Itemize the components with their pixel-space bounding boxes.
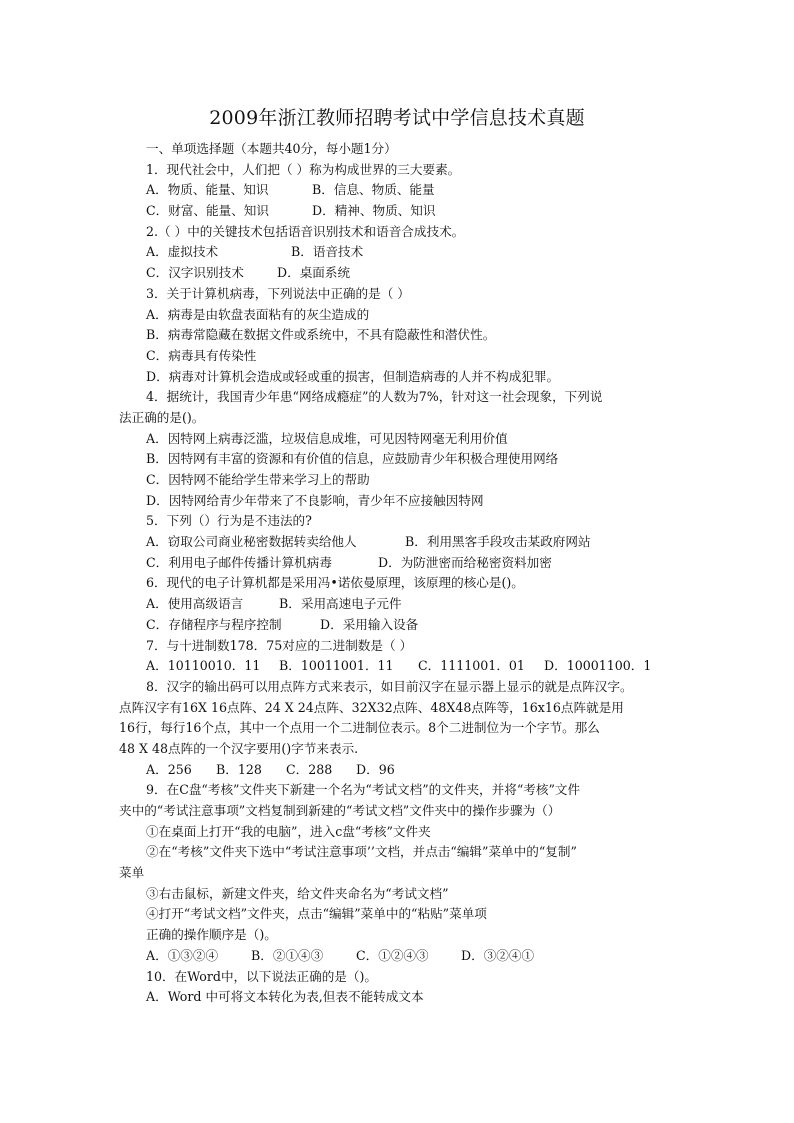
- option-row: [119, 594, 699, 615]
- option-b: B．采用高速电子元件: [279, 596, 402, 612]
- option-c: C．因特网不能给学生带来学习上的帮助: [146, 472, 370, 487]
- option-row: [119, 180, 699, 201]
- question-stem-continued: 点阵汉字有16X 16点阵、24 X 24点阵、32X32点阵、48X48点阵等，16x16点阵就是用: [119, 699, 624, 715]
- option-b: B．信息、物质、能量: [312, 182, 435, 198]
- option-b: B．语音技术: [291, 244, 364, 260]
- option-c: C．288: [286, 761, 333, 777]
- option-b: B．②①④③: [251, 947, 324, 963]
- option-c: C．财富、能量、知识: [146, 203, 269, 219]
- option-a: A．使用高级语言: [146, 596, 244, 612]
- section-heading: 一、单项选择题（本题共40分，每小题1分）: [146, 141, 397, 156]
- option-c: C．汉字识别技术: [146, 265, 244, 281]
- option-d: D．因特网给青少年带来了不良影响，青少年不应接触因特网: [146, 492, 484, 508]
- option-d: D．96: [356, 761, 395, 777]
- option-d: D．10001100．1: [544, 658, 652, 674]
- option-d: D．病毒对计算机会造成或轻或重的损害，但制造病毒的人并不构成犯罪。: [146, 368, 560, 384]
- option-row: [119, 760, 699, 781]
- option-d: D．桌面系统: [277, 265, 351, 281]
- step-3: ③右击鼠标，新建文件夹，给文件夹命名为“考试文档”: [146, 885, 449, 901]
- option-row: [119, 263, 699, 284]
- option-a: A．Word 中可将文本转化为表,但表不能转成文本: [146, 989, 424, 1005]
- question-stem-continued: 夹中的“考试注意事项”文档复制到新建的“考试文档”文件夹中的操作步骤为（）: [119, 803, 561, 818]
- option-b: B．因特网有丰富的资源和有价值的信息，应鼓励青少年积极合理使用网络: [146, 451, 559, 467]
- order-prompt: 正确的操作顺序是（)。: [146, 927, 277, 943]
- option-a: A．①③②④: [146, 947, 219, 963]
- option-row: [119, 201, 699, 222]
- option-c: C．1111001．01: [418, 658, 525, 674]
- option-b: B．病毒常隐藏在数据文件或系统中，不具有隐蔽性和潜伏性。: [146, 327, 496, 343]
- option-b: B．10011001．11: [279, 658, 394, 674]
- option-c: C．存储程序与程序控制: [146, 616, 282, 632]
- question-stem-continued: 法正确的是()。: [119, 409, 205, 425]
- question-stem: 6．现代的电子计算机都是采用冯•诺依曼原理，该原理的核心是()。: [146, 575, 524, 591]
- option-b: B．利用黑客手段攻击某政府网站: [405, 534, 591, 550]
- step-2: ②在“考核”文件夹下选中“考试注意事项’’文档，并点击“编辑”菜单中的“复制”: [146, 844, 577, 860]
- question-stem: 2.（ ）中的关键技术包括语音识别技术和语音合成技术。: [146, 223, 465, 239]
- question-stem: 10．在Word中，以下说法正确的是（)。: [146, 968, 378, 984]
- question-stem: 3．关于计算机病毒，下列说法中正确的是（ ）: [146, 285, 410, 301]
- step-2-continued: 菜单: [119, 865, 145, 881]
- option-a: A．病毒是由软盘表面粘有的灰尘造成的: [146, 306, 370, 322]
- option-b: B．128: [216, 761, 262, 777]
- option-c: C．①②④③: [356, 947, 429, 963]
- question-stem: 1．现代社会中，人们把（ ）称为构成世界的三大要素。: [146, 161, 461, 177]
- option-a: A．物质、能量、知识: [146, 182, 269, 198]
- option-c: C．利用电子邮件传播计算机病毒: [146, 554, 332, 570]
- step-4: ④打开“考试文档”文件夹，点击“编辑”菜单中的“粘贴”菜单项: [146, 906, 487, 922]
- question-stem: 5．下列（）行为是不违法的?: [146, 513, 312, 529]
- option-a: A．因特网上病毒泛滥，垃圾信息成堆，可见因特网毫无利用价值: [146, 430, 508, 446]
- page-title: 2009年浙江教师招聘考试中学信息技术真题: [209, 107, 585, 129]
- option-d: D．精神、物质、知识: [312, 203, 436, 219]
- question-stem: 7．与十进制数178．75对应的二进制数是（ ）: [146, 637, 413, 653]
- option-a: A．虚拟技术: [146, 244, 219, 260]
- question-stem-continued: 16行，每行16个点，其中一个点用一个二进制位表示。8个二进制位为一个字节。那么: [119, 720, 600, 736]
- question-stem: 9．在C盘“考核”文件夹下新建一个名为“考试文档”的文件夹，并将“考核”文件: [146, 782, 581, 798]
- option-row: [119, 656, 699, 677]
- option-row: [119, 242, 699, 263]
- question-stem-continued: 48 X 48点阵的一个汉字要用()字节来表示.: [119, 740, 359, 756]
- option-row: [119, 615, 699, 636]
- option-d: D．采用输入设备: [320, 616, 419, 632]
- question-stem: 4．据统计，我国青少年患“网络成瘾症”的人数为7%，针对这一社会现象，下列说: [146, 389, 603, 405]
- question-list: [119, 139, 699, 1008]
- option-c: C．病毒具有传染性: [146, 347, 257, 363]
- option-a: A．10110010．11: [146, 658, 261, 674]
- option-row: [119, 946, 699, 967]
- question-stem: 8．汉字的输出码可以用点阵方式来表示，如目前汉字在显示器上显示的就是点阵汉字。: [146, 678, 633, 694]
- option-d: D．为防泄密而给秘密资料加密: [378, 554, 552, 570]
- option-row: [119, 532, 699, 553]
- option-a: A．窃取公司商业秘密数据转卖给他人: [146, 534, 357, 550]
- option-row: [119, 553, 699, 574]
- option-d: D．③②④①: [461, 947, 535, 963]
- option-a: A．256: [146, 761, 192, 777]
- step-1: ①在桌面上打开“我的电脑”，进入c盘“考核”文件夹: [146, 823, 431, 839]
